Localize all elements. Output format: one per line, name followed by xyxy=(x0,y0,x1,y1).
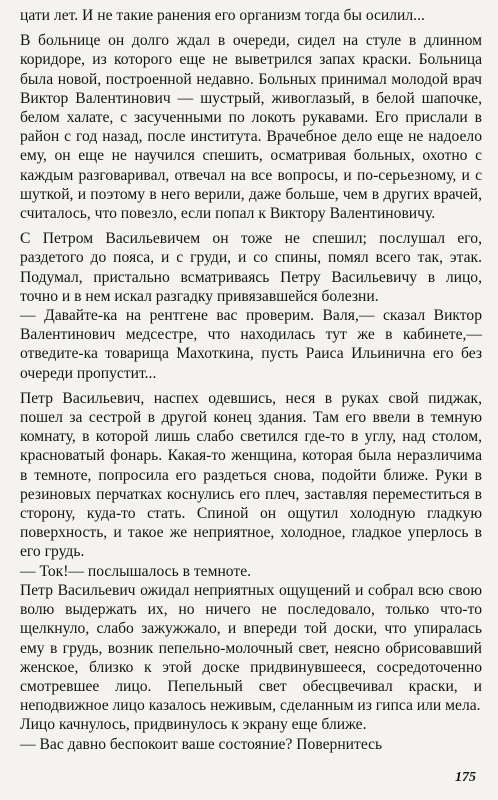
paragraph-3: С Петром Васильевичем он тоже не спешил; послушал его, раздетого до пояса, и с груди, и со спины, помял всего так, этак. Подумал, пристально всматриваясь Петру Васильевичу в лицо, точно и в нем искал разгадку привязавшейся болезни. xyxy=(20,230,482,305)
paragraph-5: Петр Васильевич, наспех одевшись, неся в руках свой пиджак, пошел за сестрой в другой конец здания. Там его ввели в темную комнату, в которой лишь слабо светился где-то в углу, над столом, красноватый фонарь. Какая-то женщина, которая была неразличима в темноте, попросила его раздеться снова, подойти ближе. Руки в резиновых перчатках коснулись его плеч, заставляя переместиться в сторону, куда-то стать. Спиной он ощутил холодную гладкую поверхность, и такое же неприятное, холодное, гладкое уперлось в его грудь. xyxy=(20,389,482,561)
paragraph-9: — Вас давно беспокоит ваше состояние? Повернитесь xyxy=(20,735,383,753)
page-number: 175 xyxy=(455,770,476,785)
page-body xyxy=(20,6,482,754)
paragraph-2: В больнице он долго ждал в очереди, сидел на стуле в длинном коридоре, из которого еще не выветрился запах краски. Больница была новой, построенной недавно. Больных принимал молодой врач Виктор Валентинович — шустрый, живоглазый, в белой шапочке, белом халате, с засученными по локоть рукавами. Его прислали в район с год назад, после института. Врачебное дело еще не надоело ему, он еще не научился спешить, осматривая больных, охотно с каждым разговаривал, отвечал на все вопросы, и по-серьезному, и с шуткой, и поэтому в него верили, даже больше, чем в других врачей, считалось, что повезло, если попал к Виктору Валентиновичу. xyxy=(20,32,482,223)
paragraph-1: цати лет. И не такие ранения его организм тогда бы осилил... xyxy=(20,7,425,24)
paragraph-4: — Давайте-ка на рентгене вас проверим. Валя,— сказал Виктор Валентинович медсестре, что находилась тут же в кабинете,— отведите-ка товарища Махоткина, пусть Раиса Ильинична его без очереди пропустит... xyxy=(20,307,482,382)
paragraph-6: — Ток!— послышалось в темноте. xyxy=(20,562,252,580)
paragraph-7: Петр Васильевич ожидал неприятных ощущений и собрал всю свою волю выдержать их, но ничего не последовало, только что-то щелкнуло, слабо зажужжало, и впереди той доски, что упиралась ему в грудь, возник пепельно-молочный свет, неясно обрисовавший женское, близко к этой доске придвинувшееся, сосредоточенно смотревшее лицо. Пепельный свет обесцвечивал краски, и неподвижное лицо казалось неживым, сделанным из гипса или мела. xyxy=(20,581,482,715)
paragraph-8: Лицо качнулось, придвинулось к экрану еще ближе. xyxy=(20,716,367,734)
